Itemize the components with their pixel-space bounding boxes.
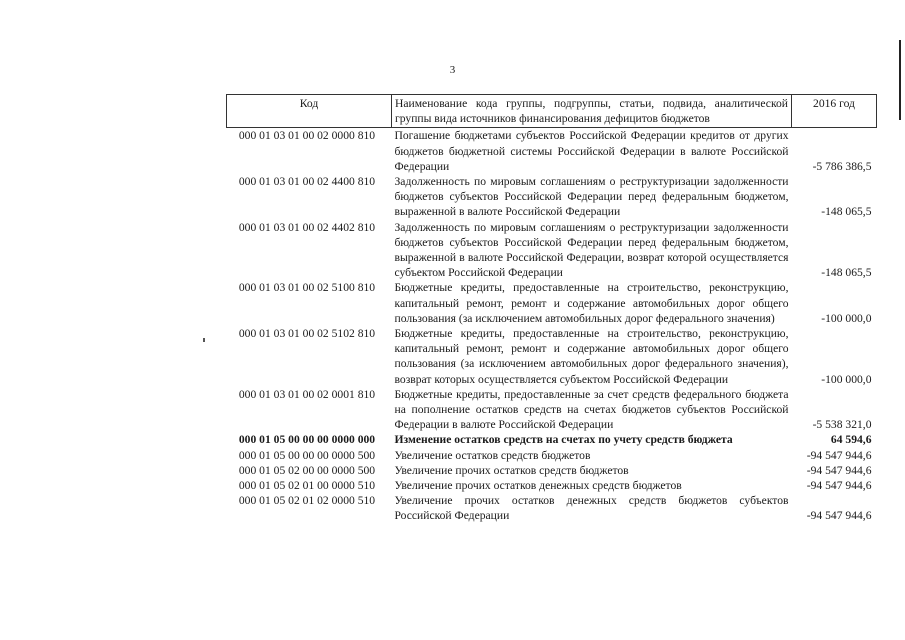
table-row	[227, 448, 877, 463]
row-name: Увеличение остатков средств бюджетов	[394, 448, 591, 462]
row-name: Задолженность по мировым соглашениям о реструктуризации задолженности бюджетов субъектов Российской Федерации перед федеральным бюджетом, выраженной в валюте Российской Федерации, возврат которой осуществляется субъектом Российской Федерации	[394, 220, 789, 280]
scan-speck	[203, 338, 205, 342]
row-value: -94 547 944,6	[806, 448, 872, 462]
table-row	[227, 493, 877, 523]
table-header	[227, 95, 877, 128]
row-value: -5 538 321,0	[812, 418, 872, 432]
row-value: -5 786 386,5	[812, 159, 872, 173]
row-value: -94 547 944,6	[806, 509, 872, 523]
header-year: 2016 год	[792, 95, 877, 128]
row-name: Изменение остатков средств на счетах по учету средств бюджета	[394, 433, 733, 447]
table-row	[227, 463, 877, 478]
row-name: Увеличение прочих остатков денежных средств бюджетов	[394, 479, 682, 493]
table-row	[227, 220, 877, 281]
row-name: Увеличение прочих остатков денежных средств бюджетов субъектов Российской Федерации	[394, 494, 789, 523]
row-value: -94 547 944,6	[806, 479, 872, 493]
header-name: Наименование кода группы, подгруппы, статьи, подвида, аналитической группы вида источников финансирования дефицитов бюджетов	[392, 95, 792, 128]
budget-sources-table	[226, 94, 877, 524]
row-code: 000 01 03 01 00 02 5102 810	[238, 327, 376, 341]
row-value: -100 000,0	[821, 372, 872, 386]
row-value: -94 547 944,6	[806, 463, 872, 477]
row-code: 000 01 03 01 00 02 4400 810	[238, 175, 376, 189]
row-value: -148 065,5	[821, 266, 872, 280]
table-body	[227, 128, 877, 524]
row-code: 000 01 05 00 00 00 0000 000	[238, 433, 376, 447]
scan-edge-mark	[899, 40, 901, 120]
row-name: Бюджетные кредиты, предоставленные на строительство, реконструкцию, капитальный ремонт, ремонт и содержание автомобильных дорог общего пользования (за исключением автомобильных дорог федерального значения)	[394, 281, 789, 325]
table-row	[227, 128, 877, 174]
row-name: Бюджетные кредиты, предоставленные за счет средств федерального бюджета на пополнение остатков средств на счетах бюджетов субъектов Российской Федерации в валюте Российской Федерации	[394, 387, 789, 432]
row-code: 000 01 05 02 00 00 0000 500	[238, 463, 376, 477]
row-name: Погашение бюджетами субъектов Российской Федерации кредитов от других бюджетов бюджетной системы Российской Федерации в валюте Российской Федерации	[394, 129, 789, 173]
row-code: 000 01 03 01 00 02 0000 810	[238, 129, 376, 143]
table-row	[227, 280, 877, 326]
page-number: 3	[449, 64, 456, 76]
table-row	[227, 478, 877, 493]
row-code: 000 01 05 02 01 02 0000 510	[238, 494, 376, 508]
table-row	[227, 432, 877, 447]
row-code: 000 01 03 01 00 02 5100 810	[238, 281, 376, 295]
table-row	[227, 326, 877, 387]
row-value: -100 000,0	[821, 311, 872, 325]
row-name: Задолженность по мировым соглашениям о реструктуризации задолженности бюджетов субъектов Российской Федерации перед федеральным бюджетом, выраженной в валюте Российской Федерации	[394, 175, 789, 219]
row-name: Увеличение прочих остатков средств бюджетов	[394, 463, 629, 477]
table-row	[227, 387, 877, 433]
row-value: -148 065,5	[821, 205, 872, 219]
row-value: 64 594,6	[830, 433, 872, 447]
row-code: 000 01 05 00 00 00 0000 500	[238, 448, 376, 462]
row-code: 000 01 03 01 00 02 0001 810	[238, 387, 376, 401]
row-code: 000 01 05 02 01 00 0000 510	[238, 479, 376, 493]
header-code: Код	[227, 95, 392, 128]
row-code: 000 01 03 01 00 02 4402 810	[238, 220, 376, 234]
row-name: Бюджетные кредиты, предоставленные на строительство, реконструкцию, капитальный ремонт, ремонт и содержание автомобильных дорог общего пользования (за исключением автомобильных дорог федерального значения), возврат которых осуществляется субъектом Российской Федерации	[394, 327, 789, 386]
table-row	[227, 174, 877, 220]
